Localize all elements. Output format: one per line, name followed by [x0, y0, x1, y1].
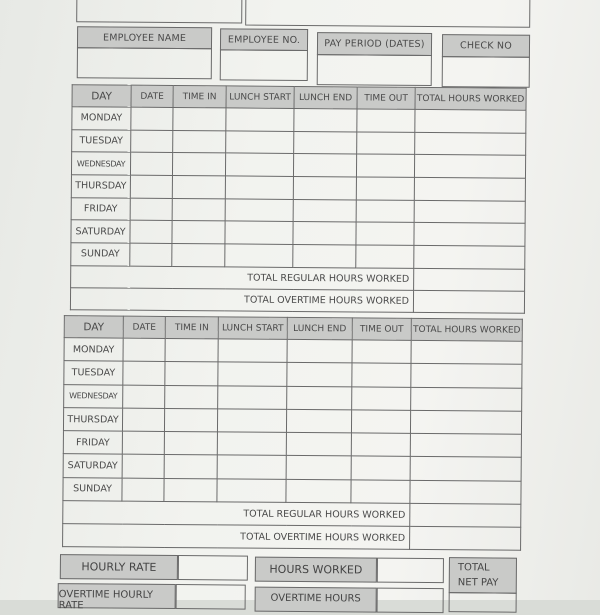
check-no-header: CHECK NO [442, 34, 530, 58]
column-header: LUNCH END [294, 86, 357, 108]
day-label: SUNDAY [63, 477, 122, 501]
time-entry-cell[interactable] [218, 362, 287, 386]
timesheet-week-1 [70, 84, 527, 313]
column-header: TIME OUT [352, 318, 411, 340]
time-entry-cell[interactable] [411, 364, 522, 388]
employee-name-field[interactable] [77, 47, 212, 79]
time-entry-cell[interactable] [165, 362, 218, 386]
time-entry-cell[interactable] [123, 338, 165, 362]
time-entry-cell[interactable] [172, 221, 225, 244]
time-entry-cell[interactable] [226, 131, 294, 154]
total-overtime-field[interactable] [410, 526, 521, 550]
time-entry-cell[interactable] [293, 154, 356, 177]
day-label: WEDNESDAY [71, 152, 130, 175]
time-entry-cell[interactable] [217, 409, 286, 433]
time-entry-cell[interactable] [130, 243, 172, 266]
time-entry-cell[interactable] [294, 131, 357, 154]
time-entry-cell[interactable] [351, 410, 410, 434]
time-entry-cell[interactable] [218, 339, 287, 363]
time-entry-cell[interactable] [414, 200, 525, 224]
day-label: FRIDAY [71, 197, 130, 220]
time-entry-cell[interactable] [287, 363, 352, 387]
day-label: MONDAY [72, 107, 131, 130]
column-header: TOTAL HOURS WORKED [411, 318, 522, 341]
overtime-hourly-rate-field[interactable] [176, 584, 246, 610]
time-entry-cell[interactable] [130, 175, 172, 198]
time-entry-cell[interactable] [225, 176, 293, 199]
time-entry-cell[interactable] [172, 153, 225, 176]
day-label: WEDNESDAY [64, 384, 123, 408]
day-label: THURSDAY [63, 408, 122, 432]
time-entry-cell[interactable] [164, 408, 217, 432]
time-entry-cell[interactable] [356, 222, 414, 245]
time-entry-cell[interactable] [294, 108, 357, 131]
time-entry-cell[interactable] [356, 245, 414, 268]
day-label: TUESDAY [64, 361, 123, 385]
time-entry-cell[interactable] [122, 408, 164, 432]
time-entry-cell[interactable] [173, 130, 226, 153]
total-regular-field[interactable] [410, 503, 521, 527]
employee-no-header: EMPLOYEE NO. [220, 28, 308, 51]
day-label: FRIDAY [63, 431, 122, 455]
time-entry-cell[interactable] [351, 480, 410, 504]
time-entry-cell[interactable] [165, 338, 218, 362]
time-entry-cell[interactable] [293, 245, 356, 268]
column-header: LUNCH START [226, 86, 294, 109]
timesheet-week-2 [62, 315, 523, 551]
time-entry-cell[interactable] [411, 340, 522, 364]
time-entry-cell[interactable] [225, 153, 293, 176]
time-entry-cell[interactable] [352, 340, 411, 364]
time-entry-cell[interactable] [286, 409, 351, 433]
time-entry-cell[interactable] [414, 177, 525, 201]
day-label: SUNDAY [71, 243, 130, 266]
column-header: DATE [131, 85, 173, 107]
total-regular-label: TOTAL REGULAR HOURS WORKED [63, 501, 410, 527]
check-no-field[interactable] [442, 56, 530, 88]
time-entry-cell[interactable] [351, 433, 410, 457]
time-entry-cell[interactable] [286, 479, 351, 503]
pay-period-header: PAY PERIOD (DATES) [317, 32, 432, 56]
time-entry-cell[interactable] [173, 107, 226, 130]
time-entry-cell[interactable] [415, 132, 526, 156]
time-entry-cell[interactable] [217, 479, 286, 503]
day-label: THURSDAY [71, 175, 130, 198]
time-entry-cell[interactable] [225, 221, 293, 244]
total-row-overtime [70, 288, 524, 314]
top-field-right[interactable] [245, 0, 530, 28]
time-entry-cell[interactable] [352, 387, 411, 411]
column-header: DAY [64, 316, 123, 338]
column-header: DATE [123, 316, 165, 338]
time-entry-cell[interactable] [414, 246, 525, 270]
time-entry-cell[interactable] [410, 457, 521, 481]
time-entry-cell[interactable] [351, 456, 410, 480]
time-entry-cell[interactable] [130, 153, 172, 176]
time-entry-cell[interactable] [414, 155, 525, 179]
hours-worked-field[interactable] [377, 558, 444, 584]
time-entry-cell[interactable] [357, 109, 415, 132]
time-entry-cell[interactable] [225, 199, 293, 222]
employee-no-field[interactable] [220, 49, 308, 81]
time-entry-cell[interactable] [164, 478, 217, 502]
time-entry-cell[interactable] [131, 107, 173, 130]
time-entry-cell[interactable] [293, 199, 356, 222]
time-entry-cell[interactable] [172, 198, 225, 221]
time-entry-cell[interactable] [122, 455, 164, 479]
overtime-hours-field[interactable] [377, 588, 444, 614]
time-entry-cell[interactable] [415, 109, 526, 133]
time-entry-cell[interactable] [410, 480, 521, 504]
day-label: SATURDAY [63, 454, 122, 478]
column-header: TIME IN [173, 85, 226, 107]
total-overtime-field[interactable] [413, 290, 524, 313]
time-entry-cell[interactable] [293, 177, 356, 200]
total-net-pay-header [449, 557, 517, 594]
hourly-rate-field[interactable] [178, 555, 248, 581]
time-entry-cell[interactable] [123, 385, 165, 409]
time-entry-cell[interactable] [131, 130, 173, 153]
column-header: LUNCH START [218, 317, 287, 340]
time-entry-cell[interactable] [356, 177, 414, 200]
time-entry-cell[interactable] [357, 132, 415, 155]
time-entry-cell[interactable] [130, 198, 172, 221]
time-entry-cell[interactable] [225, 244, 293, 267]
total-net-pay-field[interactable] [449, 592, 517, 613]
day-label: TUESDAY [72, 129, 131, 152]
time-entry-cell[interactable] [410, 434, 521, 458]
total-overtime-label: TOTAL OVERTIME HOURS WORKED [70, 288, 413, 313]
time-entry-cell[interactable] [287, 386, 352, 410]
time-entry-cell[interactable] [130, 221, 172, 244]
total-row-overtime [63, 524, 521, 551]
total-net-pay-label: TOTAL NET PAY [457, 562, 499, 589]
total-regular-field[interactable] [414, 268, 525, 291]
total-overtime-label: TOTAL OVERTIME HOURS WORKED [63, 524, 410, 550]
time-entry-cell[interactable] [172, 176, 225, 199]
time-entry-cell[interactable] [122, 431, 164, 455]
hourly-rate-header: HOURLY RATE [60, 554, 178, 580]
time-entry-cell[interactable] [164, 432, 217, 456]
time-entry-cell[interactable] [356, 200, 414, 223]
day-label: SATURDAY [71, 220, 130, 243]
time-entry-cell[interactable] [217, 432, 286, 456]
column-header: TOTAL HOURS WORKED [415, 87, 526, 110]
time-entry-cell[interactable] [122, 478, 164, 502]
time-entry-cell[interactable] [411, 387, 522, 411]
time-entry-cell[interactable] [123, 361, 165, 385]
time-entry-cell[interactable] [172, 244, 225, 267]
time-entry-cell[interactable] [286, 433, 351, 457]
time-entry-cell[interactable] [410, 410, 521, 434]
time-entry-cell[interactable] [286, 456, 351, 480]
hours-worked-header: HOURS WORKED [255, 557, 377, 583]
column-header: TIME IN [165, 316, 218, 338]
time-entry-cell[interactable] [165, 385, 218, 409]
total-regular-label: TOTAL REGULAR HOURS WORKED [71, 266, 414, 291]
column-header: LUNCH END [287, 317, 352, 340]
time-entry-cell[interactable] [293, 222, 356, 245]
overtime-hourly-rate-header: OVERTIME HOURLY RATE [58, 583, 176, 609]
column-header: DAY [72, 85, 131, 107]
day-label: MONDAY [64, 338, 123, 362]
overtime-hours-header: OVERTIME HOURS [255, 587, 377, 613]
top-field-left[interactable] [76, 0, 242, 24]
time-entry-cell[interactable] [164, 455, 217, 479]
time-entry-cell[interactable] [352, 363, 411, 387]
pay-period-field[interactable] [317, 54, 432, 86]
time-entry-cell[interactable] [414, 223, 525, 247]
time-entry-cell[interactable] [217, 455, 286, 479]
column-header: TIME OUT [357, 87, 415, 109]
time-entry-cell[interactable] [356, 154, 414, 177]
employee-name-header: EMPLOYEE NAME [77, 26, 212, 49]
time-entry-cell[interactable] [218, 385, 287, 409]
time-entry-cell[interactable] [287, 339, 352, 363]
time-entry-cell[interactable] [226, 108, 294, 131]
